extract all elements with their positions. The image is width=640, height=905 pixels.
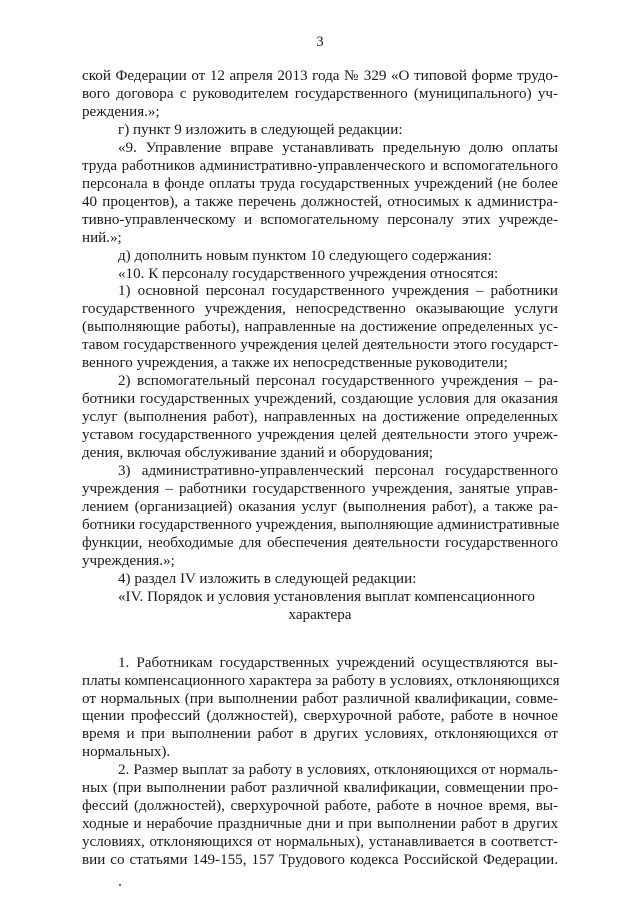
text-line: время и при выполнении работ в других условиях, отклоняющихся от [82,726,558,743]
text-line: г) пункт 9 изложить в следующей редакции: [118,121,403,138]
text-line: ботники государственных учреждений, создающие условия для оказания [82,391,558,408]
text-line: вого договора с руководителем государственного (муниципального) уч- [82,86,558,102]
text-line: тивно-управленческому и вспомогательному персоналу этих учрежде- [82,211,558,228]
text-line: 1) основной персонал государственного учреждения – работники [118,283,558,300]
text-line: нормальных). [82,744,171,761]
text-line: щении профессий (должностей), сверхурочной работе, работе в ночное [82,708,558,725]
text-line: «10. К персоналу государственного учреждения относятся: [118,265,499,282]
text-line: функции, необходимые для обеспечения деятельности государственного [82,534,558,551]
page-number: 3 [316,34,324,50]
text-line: 2. Размер выплат за работу в условиях, отклоняющихся от нормаль- [118,762,558,779]
text-line: платы компенсационного характера за работу в условиях, отклоняющихся [82,672,560,689]
text-line: ской Федерации от 12 апреля 2013 года № 329 «О типовой форме трудо- [82,68,558,84]
text-line: персонала в фонде оплаты труда государственных учреждений (не более [82,175,558,192]
text-line: ботники государственного учреждения, выполняющие административные [82,516,560,533]
text-line: государственного учреждения, непосредственно оказывающие услуги [82,301,558,318]
text-line: лением (организацией) оказания услуг (выполнения работ), а также ра- [82,498,558,515]
text-line: ходные и нерабочие праздничные дни и при выполнении работ в других [82,816,558,833]
text-line: реждения.»; [82,103,160,120]
text-line: вии со статьями 149-155, 157 Трудового кодекса Российской Федерации. [82,852,558,868]
text-line: венного учреждения, а также их непосредственные руководители; [82,355,508,372]
text-line: труда работников административно-управленческого и вспомогательного [82,157,558,174]
text-line: 1. Работникам государственных учреждений осуществляются вы- [118,654,558,671]
text-line: фессий (должностей), сверхурочной работе, работе в ночное время, вы- [82,798,558,815]
section-heading: «IV. Порядок и условия установления выплат компенсационного [118,588,535,605]
text-line: ний.»; [82,229,122,246]
section-heading: характера [288,606,352,623]
text-line: тавом государственного учреждения целей деятельности этого государст- [82,337,558,354]
text-line: ных (при выполнении работ различной квалификации, совмещении про- [82,780,558,797]
text-line: услуг (выполнения работ), направленных на достижение определенных [82,409,558,426]
text-line: «9. Управление вправе устанавливать предельную долю оплаты [118,139,558,156]
scan-mark [119,884,121,886]
text-line: 40 процентов), а также перечень должностей, относимых к администра- [82,193,558,210]
text-line: 2) вспомогательный персонал государственного учреждения – ра- [118,373,558,390]
text-line: 3) административно-управленческий персонал государственного [118,463,558,479]
text-line [82,868,558,888]
text-line: д) дополнить новым пунктом 10 следующего содержания: [118,247,492,264]
text-line: от нормальных (при выполнении работ различной квалификации, совме- [82,690,558,707]
text-line: (выполняющие работы), направленные на достижение определенных ус- [82,319,558,336]
text-line: учреждения – работники государственного учреждения, занятые управ- [82,480,558,497]
text-line: 4) раздел IV изложить в следующей редакции: [118,570,417,587]
text-line: дения, включая обслуживание зданий и оборудования; [82,445,434,461]
text-line: уставом государственного учреждения целей деятельности этого учреж- [82,427,558,444]
text-line: условиях, отклоняющихся от нормальных), устанавливается в соответст- [82,834,558,851]
text-line: учреждения.»; [82,552,175,569]
